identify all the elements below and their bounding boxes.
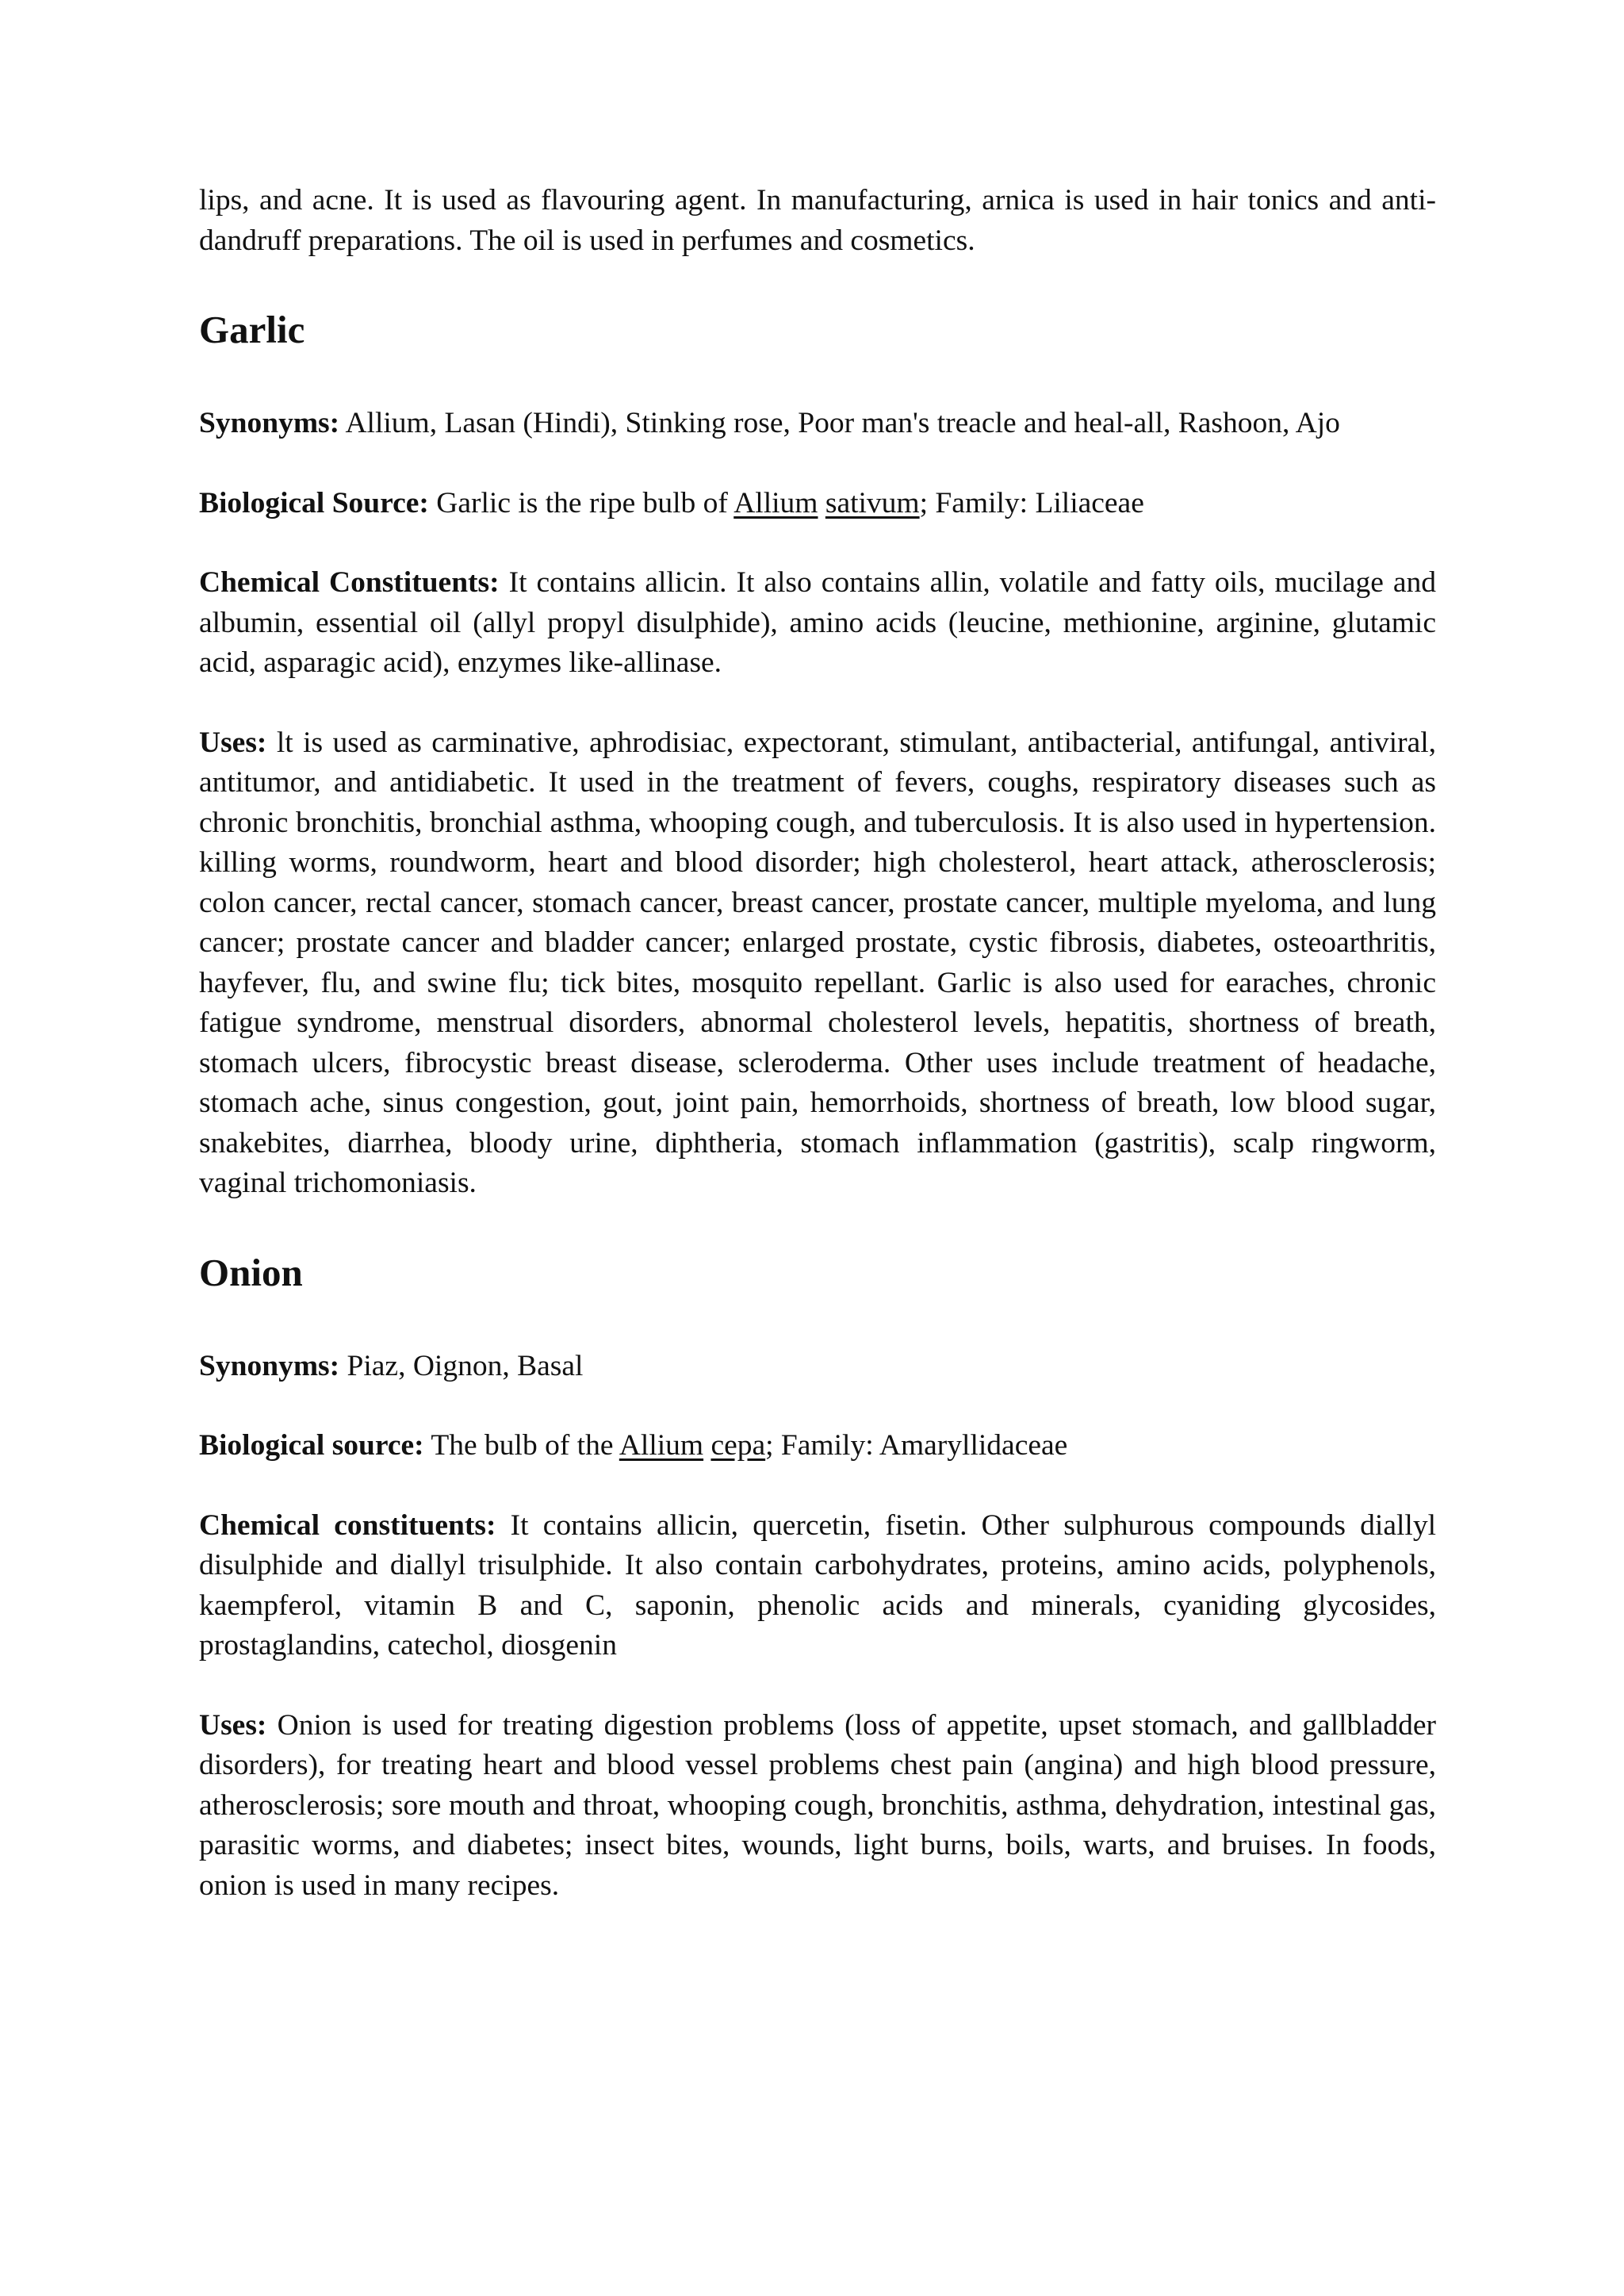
family-text: ; Family: Amaryllidaceae — [765, 1429, 1068, 1462]
uses-paragraph — [199, 723, 1436, 1204]
synonyms-paragraph — [199, 404, 1436, 444]
section-title: Garlic — [199, 308, 305, 351]
document-page — [199, 181, 1436, 1945]
synonyms-text: Piaz, Oignon, Basal — [339, 1349, 584, 1382]
biological-source-label: Biological Source: — [199, 486, 429, 519]
synonyms-label: Synonyms: — [199, 1349, 340, 1382]
chemical-constituents-paragraph — [199, 563, 1436, 684]
chemical-constituents-text: It contains allicin. It also contains allin, volatile and fatty oils, mucilage and albumin, essential oil (allyl propyl disulphide), amino acids (leucine, methionine, arginine, glutamic acid, asparagic acid), enzymes like-allinase. — [199, 566, 1436, 679]
uses-label: Uses: — [199, 726, 267, 759]
uses-label: Uses: — [199, 1708, 267, 1742]
biological-source-label: Biological source: — [199, 1429, 424, 1462]
section-title: Onion — [199, 1250, 303, 1294]
uses-text: Onion is used for treating digestion problems (loss of appetite, upset stomach, and gallbladder disorders), for treating heart and blood vessel problems chest pain (angina) and high blood pressure, atherosclerosis; sore mouth and throat, whooping cough, bronchitis, asthma, dehydration, intestinal gas, parasitic worms, and diabetes; insect bites, wounds, light burns, boils, warts, and bruises. In foods, onion is used in many recipes. — [199, 1708, 1436, 1902]
biological-source-text: The bulb of the — [423, 1429, 619, 1462]
synonyms-text: Allium, Lasan (Hindi), Stinking rose, Poor man's treacle and heal-all, Rashoon, Ajo — [339, 407, 1340, 439]
synonyms-paragraph — [199, 1347, 1436, 1387]
biological-source-text: Garlic is the ripe bulb of — [428, 486, 734, 519]
intro-paragraph: lips, and acne. It is used as flavouring agent. In manufacturing, arnica is used in hair tonics and anti-dandruff preparations. The oil is used in perfumes and cosmetics. — [199, 184, 1436, 257]
uses-text: lt is used as carminative, aphrodisiac, expectorant, stimulant, antibacterial, antifungal, antiviral, antitumor, and antidiabetic. It used in the treatment of fevers, coughs, respiratory diseases such as chronic bronchitis, bronchial asthma, whooping cough, and tuberculosis. It is also used in hypertension. killing worms, roundworm, heart and blood disorder; high cholesterol, heart attack, atherosclerosis; colon cancer, rectal cancer, stomach cancer, breast cancer, prostate cancer, multiple myeloma, and lung cancer; prostate cancer and bladder cancer; enlarged prostate, cystic fibrosis, diabetes, osteoarthritis, hayfever, flu, and swine flu; tick bites, mosquito repellant. Garlic is also used for earaches, chronic fatigue syndrome, menstrual disorders, abnormal cholesterol levels, hepatitis, shortness of breath, stomach ulcers, fibrocystic breast disease, scleroderma. Other uses include treatment of headache, stomach ache, sinus congestion, gout, joint pain, hemorrhoids, shortness of breath, low blood sugar, snakebites, diarrhea, bloody urine, diphtheria, stomach inflammation (gastritis), scalp ringworm, vaginal trichomoniasis. — [199, 726, 1436, 1199]
chemical-constituents-label: Chemical constituents: — [199, 1508, 496, 1542]
genus-name: Allium — [619, 1429, 704, 1462]
family-text: ; Family: Liliaceae — [919, 486, 1144, 519]
species-name: cepa — [710, 1429, 766, 1462]
chemical-constituents-text: It contains allicin, quercetin, fisetin. Other sulphurous compounds diallyl disulphide and diallyl trisulphide. It also contain carbohydrates, proteins, amino acids, polyphenols, kaempferol, vitamin B and C, saponin, phenolic acids and minerals, cyaniding glycosides, prostaglandins, catechol, diosgenin — [199, 1508, 1437, 1662]
synonyms-label: Synonyms: — [199, 407, 340, 439]
chemical-constituents-paragraph — [199, 1506, 1436, 1666]
section-onion — [199, 1249, 1436, 1907]
species-name: sativum — [825, 486, 920, 519]
biological-source-paragraph — [199, 1426, 1436, 1466]
biological-source-paragraph — [199, 484, 1436, 524]
uses-paragraph — [199, 1706, 1436, 1907]
section-garlic — [199, 306, 1436, 1204]
genus-name: Allium — [733, 486, 818, 519]
chemical-constituents-label: Chemical Constituents: — [199, 566, 500, 599]
